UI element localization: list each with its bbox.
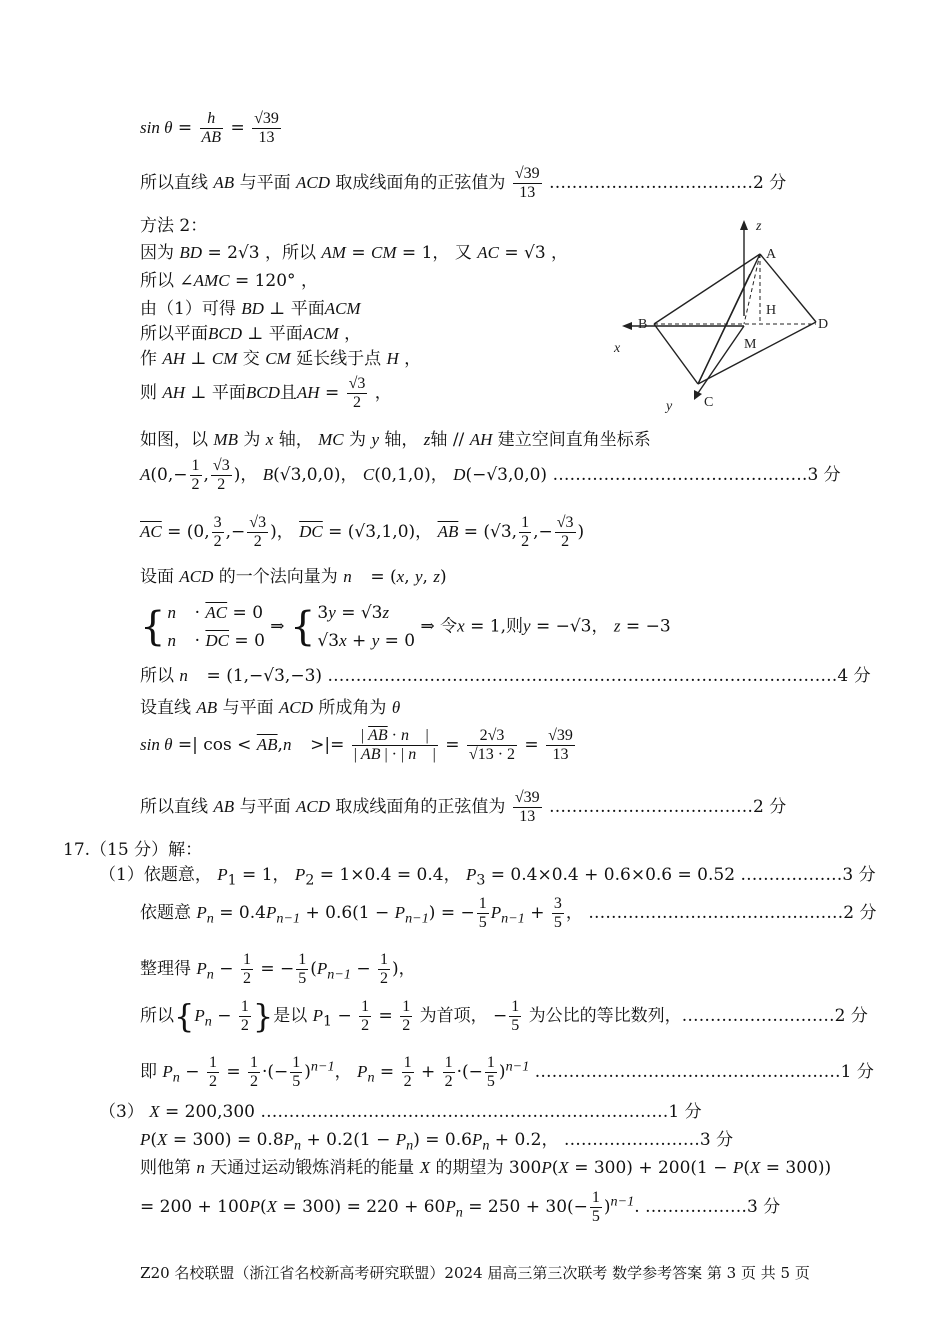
line-ah: 作 AH ⊥ CM 交 CM 延长线于点 H ， (140, 349, 422, 369)
pyramid-diagram (610, 214, 850, 414)
line-rearrange: 整理得 $P_n$ − $\frac{1}{2}$ = − $\frac{1}{5}$ ($P_{n-1}$ − $\frac{1}{2}$ )， (140, 951, 416, 987)
line-geometric: 所以{$P_n$ − $\frac{1}{2}$ }是以 $P_1$ − $\frac{1}{2}$ = $\frac{1}{2}$ 为首项， − $\frac{1}{5}$ 为公比的等比数列，………………………2 分 (140, 997, 868, 1036)
label-m: M (744, 337, 757, 352)
label-d: D (818, 317, 829, 332)
line-coords-setup: 如图，以 MB 为 x 轴， MC 为 y 轴， z轴 // AH 建立空间直角坐标系 (140, 430, 651, 450)
line-recurrence: 依题意 $P_n = 0.4P_{n-1} + 0.6(1 - P_{n-1})$ = − $\frac{1}{5}$ $P_{n-1}$ + $\frac{3}{5}$ ， ………………………………………2 分 (140, 895, 877, 931)
line-expectation-2: = $200 + 100P(X = 300) = 220 + 60P_n = 250 + 30(-$ $\frac{1}{5}$ )$^{n-1}$. ………………3 分 (140, 1189, 781, 1225)
z-arrow-icon (740, 220, 748, 230)
method-2-heading: 方法 2： (140, 216, 208, 236)
edge-bc (654, 324, 698, 384)
label-x: x (614, 341, 621, 356)
label-y: y (666, 399, 673, 414)
conclusion-line-1: 所以直线 AB 与平面 ACD 取成线面角的正弦值为 $\frac{√39}{13}$ ………………………………2 分 (140, 165, 787, 201)
edge-cd (698, 322, 816, 384)
line-normal-setup: 设面 ACD 的一个法向量为 n⃗ = (x, y, z) (140, 567, 447, 587)
line-perp-1: 由（1）可得 BD ⊥ 平面ACM (140, 299, 361, 319)
label-b: B (638, 317, 648, 332)
x-arrow-icon (622, 322, 632, 330)
line-p-x300: $P(X = 300) = 0.8P_n + 0.2(1 - P_n) = 0.6P_n + 0.2$， ……………………3 分 (140, 1130, 734, 1154)
eq-sin-theta-1: sin θ = $\frac{h}{AB}$ = $\frac{√39}{13}$ (140, 110, 279, 146)
line-system: { n⃗ · $\overline{AC} = 0$ n⃗ · $\overline{DC} = 0$ ⇒ { 3y = √3z √3x + y = 0 ⇒ 令x = 1,则y = −√3， z = −3 (140, 603, 671, 652)
line-general-term: 即 $P_n$ − $\frac{1}{2}$ = $\frac{1}{2}$ ·(− $\frac{1}{5}$ )$^{n-1}$， $P_n$ = $\frac{1}{2}$ + $\frac{1}{2}$ ·(− $\frac{1}{5}$ )$^{n-1}$ ………………………………………………1 分 (140, 1054, 874, 1090)
label-h: H (766, 303, 777, 318)
label-c: C (704, 395, 714, 410)
line-expectation-1: 则他第 n 天通过运动锻炼消耗的能量 X 的期望为 300P(X = 300) + 200(1 − P(X = 300)) (140, 1158, 832, 1178)
line-bd: 因为 BD = 2√3 ，所以 AM = CM = 1， 又 AC = √3 ， (140, 243, 569, 263)
line-normal-result: 所以 n⃗ = (1,−√3,−3) ………………………………………………………………………………4 分 (140, 666, 871, 686)
line-perp-2: 所以平面BCD ⊥ 平面ACM ， (140, 324, 362, 344)
conclusion-line-2: 所以直线 AB 与平面 ACD 取成线面角的正弦值为 $\frac{√39}{13}$ ………………………………2 分 (140, 789, 787, 825)
line-vectors: $\overline{AC} = (0$, $\frac{3}{2}$ ,− $\frac{√3}{2}$ )， $\overline{DC} = (√3,1,0)$， $\overline{AB} = (√3$, $\frac{1}{2}$ ,− $\frac{√3}{2}$ ) (140, 514, 585, 550)
line-ah-value: 则 AH ⊥ 平面BCD且AH = $\frac{√3}{2}$ ， (140, 375, 392, 411)
edge-am-dashed (744, 254, 760, 324)
line-x-values: （3） X = 200,300 ………………………………………………………………1 分 (99, 1102, 702, 1122)
problem-17-heading: 17.（15 分）解： (63, 840, 203, 860)
label-z: z (756, 219, 762, 234)
y-arrow-icon (694, 390, 702, 400)
label-a: A (766, 247, 777, 262)
line-points: A(0,− $\frac{1}{2}$ , $\frac{√3}{2}$ )， B(√3,0,0)， C(0,1,0)， D(−√3,0,0) ………………………………………3 分 (140, 457, 841, 493)
line-angle: 所以 ∠AMC = 120° ， (140, 271, 318, 291)
line-angle-setup: 设直线 AB 与平面 ACD 所成角为 θ (140, 698, 401, 718)
page-footer: Z20 名校联盟（浙江省名校新高考研究联盟）2024 届高三第三次联考 数学参考答案 第 3 页 共 5 页 (140, 1264, 810, 1282)
eq-sin-theta-2: sin θ =| $\cos < \overline{AB},n⃗$ >|= $\frac{| \overline{AB} \cdot n⃗ |}{| \overline{AB} | \cdot | n⃗ |}$ = $\frac{2√3}{√13 \cdot 2}$ = $\frac{√39}{13}$ (140, 727, 573, 763)
line-p-values: （1）依题意， $P_1 = 1$， $P_2 = 1\times 0.4 = 0.4$， $P_3 = 0.4\times 0.4 + 0.6\times 0.6 = 0.52$ ………………3 分 (99, 865, 876, 889)
